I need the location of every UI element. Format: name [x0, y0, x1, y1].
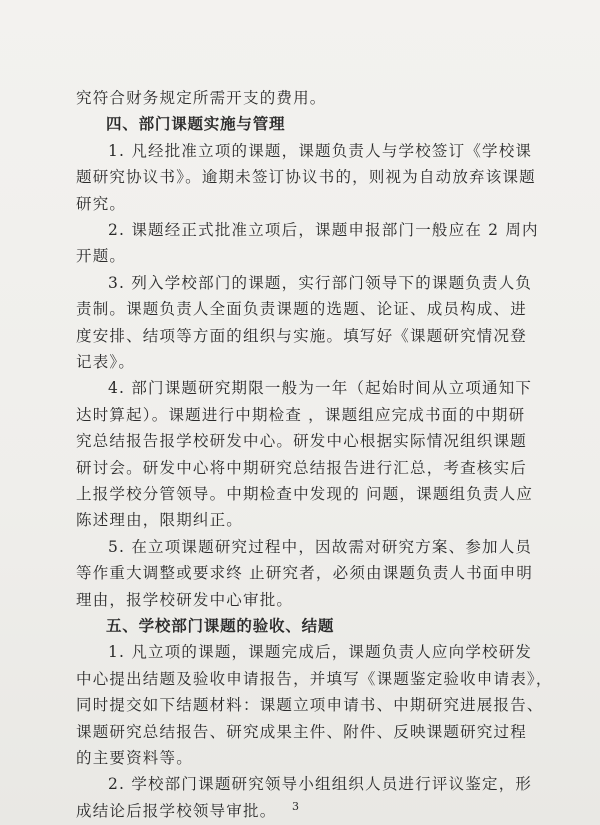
- text-line: 4. 部门课题研究期限一般为一年（起始时间从立项通知下: [108, 379, 533, 398]
- text-line: 3. 列入学校部门的课题，实行部门领导下的课题负责人负: [108, 273, 533, 292]
- text-line: 成结论后报学校领导审批。: [76, 801, 277, 820]
- text-line: 研讨会。研发中心将中期研究总结报告进行汇总，考查核实后: [76, 458, 527, 477]
- text-line: 理由，报学校研发中心审批。: [76, 590, 294, 609]
- text-line: 上报学校分管领导。中期检查中发现的 问题，课题组负责人应: [76, 485, 534, 503]
- text-line: 同时提交如下结题材料：课题立项申请书、中期研究进展报告、: [76, 696, 544, 715]
- text-line: 5. 在立项课题研究过程中，因故需对研究方案、参加人员: [108, 537, 533, 556]
- section-heading-5: 五、学校部门课题的验收、结题: [106, 617, 335, 635]
- text-line: 记表》。: [76, 353, 136, 371]
- text-line: 的主要资料等。: [76, 749, 193, 767]
- section-heading-4: 四、部门课题实施与管理: [106, 115, 286, 134]
- text-line: 达时算起）。课题进行中期检查 ，课题组应完成书面的中期研: [76, 405, 526, 424]
- text-line: 课题研究总结报告、研究成果主件、附件、反映课题研究过程: [76, 722, 527, 741]
- text-line: 究总结报告报学校研发中心。研发中心根据实际情况组织课题: [76, 432, 527, 451]
- text-line: 度安排、结项等方面的组织与实施。填写好《课题研究情况登: [76, 326, 527, 345]
- text-line: 陈述理由，限期纠正。: [76, 511, 244, 530]
- text-line: 题研究协议书》。逾期未签订协议书的，则视为自动放弃该课题: [76, 168, 536, 187]
- text-line: 2. 课题经正式批准立项后，课题申报部门一般应在 2 周内: [108, 221, 539, 239]
- text-line: 究符合财务规定所需开支的费用。: [76, 89, 327, 107]
- page-number: 3: [292, 800, 299, 813]
- text-line: 开题。: [76, 247, 127, 266]
- text-line: 1. 凡立项的课题，课题完成后，课题负责人应向学校研发: [108, 643, 533, 662]
- text-line: 责制。课题负责人全面负责课题的选题、论证、成员构成、进: [76, 300, 527, 319]
- text-line: 等作重大调整或要求终 止研究者，必须由课题负责人书面申明: [76, 564, 534, 583]
- text-line: 1. 凡经批准立项的课题，课题负责人与学校签订《学校课: [108, 141, 533, 160]
- text-line: 研究。: [76, 194, 127, 213]
- text-line: 中心提出结题及验收申请报告，并填写《课题鉴定验收申请表》，: [76, 669, 553, 688]
- text-line: 2. 学校部门课题研究领导小组组织人员进行评议鉴定，形: [108, 775, 533, 794]
